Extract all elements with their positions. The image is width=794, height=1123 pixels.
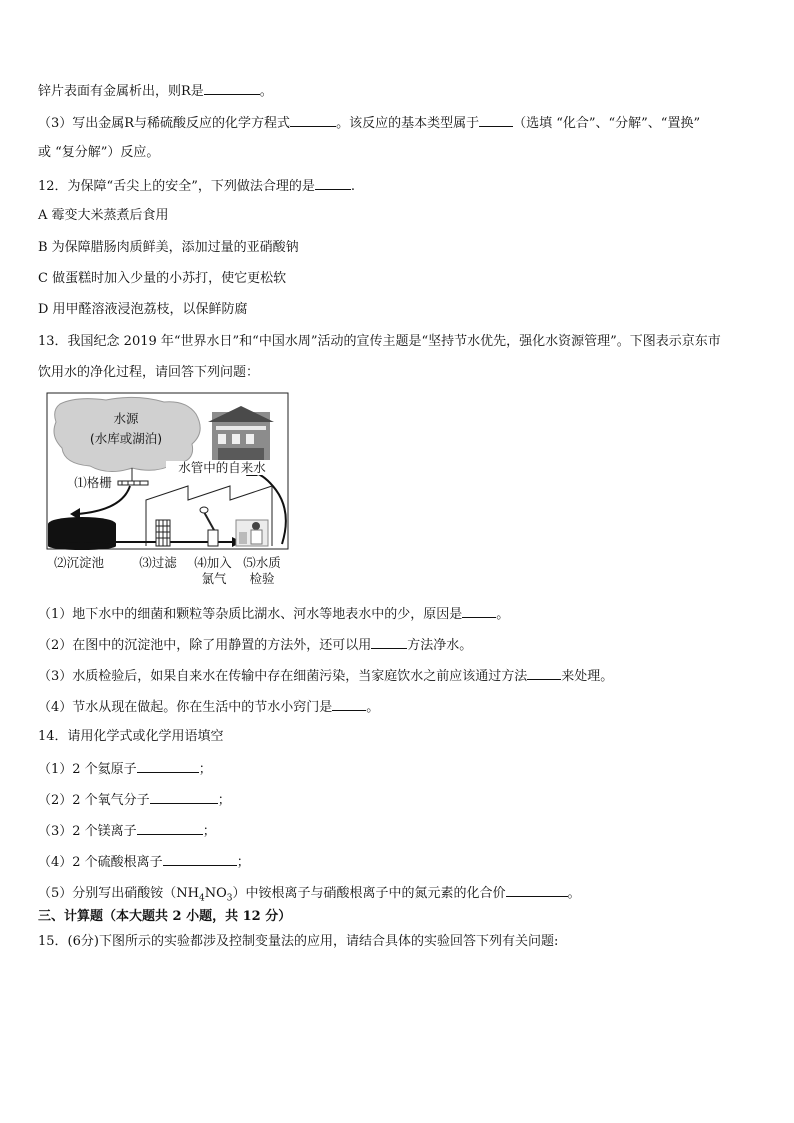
label-chlorine-1: ⑷加入 (194, 555, 232, 570)
text: （1）2 个氦原子 (38, 762, 137, 777)
line-r-is (38, 82, 273, 100)
text: 。 (496, 607, 510, 622)
text: A 霉变大米蒸煮后食用 (38, 208, 169, 223)
text: 。 (366, 700, 380, 715)
subscript: 4 (198, 893, 205, 904)
text: （2）在图中的沉淀池中，除了用静置的方法外，还可以用 (38, 638, 372, 653)
text: 方法净水。 (407, 638, 473, 653)
text: （3）写出金属R与稀硫酸反应的化学方程式 (38, 116, 291, 131)
text: 饮用水的净化过程，请回答下列问题： (38, 365, 260, 380)
answer-blank[interactable] (137, 822, 203, 835)
answer-blank[interactable] (315, 177, 351, 190)
q14-sub5 (38, 884, 581, 907)
q13-sub4 (38, 698, 379, 716)
q14-sub2 (38, 791, 231, 809)
text: （1）地下水中的细菌和颗粒等杂质比湖水、河水等地表水中的少，原因是 (38, 607, 463, 622)
text: ； (217, 793, 231, 808)
label-water-source: 水源 (113, 411, 139, 426)
arrow-to-tank (78, 486, 130, 514)
label-test-1: ⑸水质 (243, 555, 281, 570)
text: （2）2 个氧气分子 (38, 793, 150, 808)
q14-sub3 (38, 822, 216, 840)
option-d (38, 302, 248, 318)
text: 12．为保障“舌尖上的安全”，下列做法合理的是 (38, 179, 315, 194)
label-test-2: 检验 (249, 571, 275, 586)
text: C 做蛋糕时加入少量的小苏打，使它更松软 (38, 271, 287, 286)
house-image (208, 406, 274, 460)
section-heading-3 (38, 909, 291, 925)
label-grid: ⑴格栅 (74, 475, 112, 490)
q14-sub4 (38, 853, 250, 871)
text: B 为保障腊肠肉质鲜美，添加过量的亚硝酸钠 (38, 240, 299, 255)
text: 三、计算题（本大题共 2 小题，共 12 分） (38, 909, 292, 924)
water-purification-figure (46, 392, 290, 594)
answer-blank[interactable] (204, 82, 260, 95)
text: （选填 “化合”、“分解”、“置换” (513, 116, 701, 131)
option-b (38, 240, 299, 256)
q13-sub3 (38, 667, 613, 685)
answer-blank[interactable] (506, 884, 568, 897)
text: 14．请用化学式或化学用语填空 (38, 729, 224, 744)
answer-blank[interactable] (479, 114, 513, 127)
text: ； (202, 824, 216, 839)
text: NO (204, 886, 227, 901)
text: ）中铵根离子与硝酸根离子中的氮元素的化合价 (232, 886, 506, 901)
text: （3）水质检验后，如果自来水在传输中存在细菌污染，当家庭饮水之前应该通过方法 (38, 669, 528, 684)
question-14 (38, 729, 224, 745)
text: 来处理。 (561, 669, 614, 684)
option-c (38, 271, 286, 287)
subscript: 3 (226, 893, 233, 904)
q13-sub2 (38, 636, 472, 654)
text: （4）节水从现在做起。你在生活中的节水小窍门是 (38, 700, 333, 715)
text: 15．(6分) (38, 934, 99, 949)
text: 。该反应的基本类型属于 (336, 116, 480, 131)
answer-blank[interactable] (150, 791, 218, 804)
answer-blank[interactable] (462, 605, 496, 618)
text: 。 (259, 84, 273, 99)
line-q11-3 (38, 114, 700, 132)
text: ； (198, 762, 212, 777)
text: 或 “复分解”）反应。 (38, 145, 160, 160)
label-sediment: ⑵沉淀池 (53, 555, 104, 570)
text: （4）2 个硫酸根离子 (38, 855, 163, 870)
text: 下图所示的实验都涉及控制变量法的应用，请结合具体的实验回答下列有关问题: (98, 934, 559, 949)
q14-sub1 (38, 760, 212, 778)
text: 锌片表面有金属析出，则R是 (38, 84, 204, 99)
line-q11-3-cont (38, 145, 159, 161)
label-chlorine-2: 氯气 (201, 571, 227, 586)
text: 13．我国纪念 2019 年“世界水日”和“中国水周”活动的宣传主题是“坚持节水优先，强化水资源管理”。下图表示京东市 (38, 334, 721, 349)
text: ； (236, 855, 250, 870)
text: 。 (567, 886, 581, 901)
answer-blank[interactable] (163, 853, 237, 866)
answer-blank[interactable] (332, 698, 366, 711)
answer-blank[interactable] (137, 760, 199, 773)
label-filter: ⑶过滤 (139, 555, 177, 570)
text: D 用甲醛溶液浸泡荔枝，以保鲜防腐 (38, 302, 248, 317)
text: （5）分别写出硝酸铵（NH (38, 886, 199, 901)
text: （3）2 个镁离子 (38, 824, 137, 839)
answer-blank[interactable] (527, 667, 561, 680)
text: . (350, 179, 355, 194)
question-13-cont (38, 365, 259, 381)
option-a (38, 208, 169, 224)
label-tap-water: 水管中的自来水 (166, 461, 278, 475)
question-15 (38, 934, 558, 950)
label-water-source-sub: (水库或湖泊) (89, 431, 163, 446)
question-12 (38, 177, 355, 195)
answer-blank[interactable] (371, 636, 407, 649)
q13-sub1 (38, 605, 509, 623)
chlorine-bottle (208, 530, 218, 546)
question-13 (38, 334, 721, 350)
answer-blank[interactable] (290, 114, 336, 127)
